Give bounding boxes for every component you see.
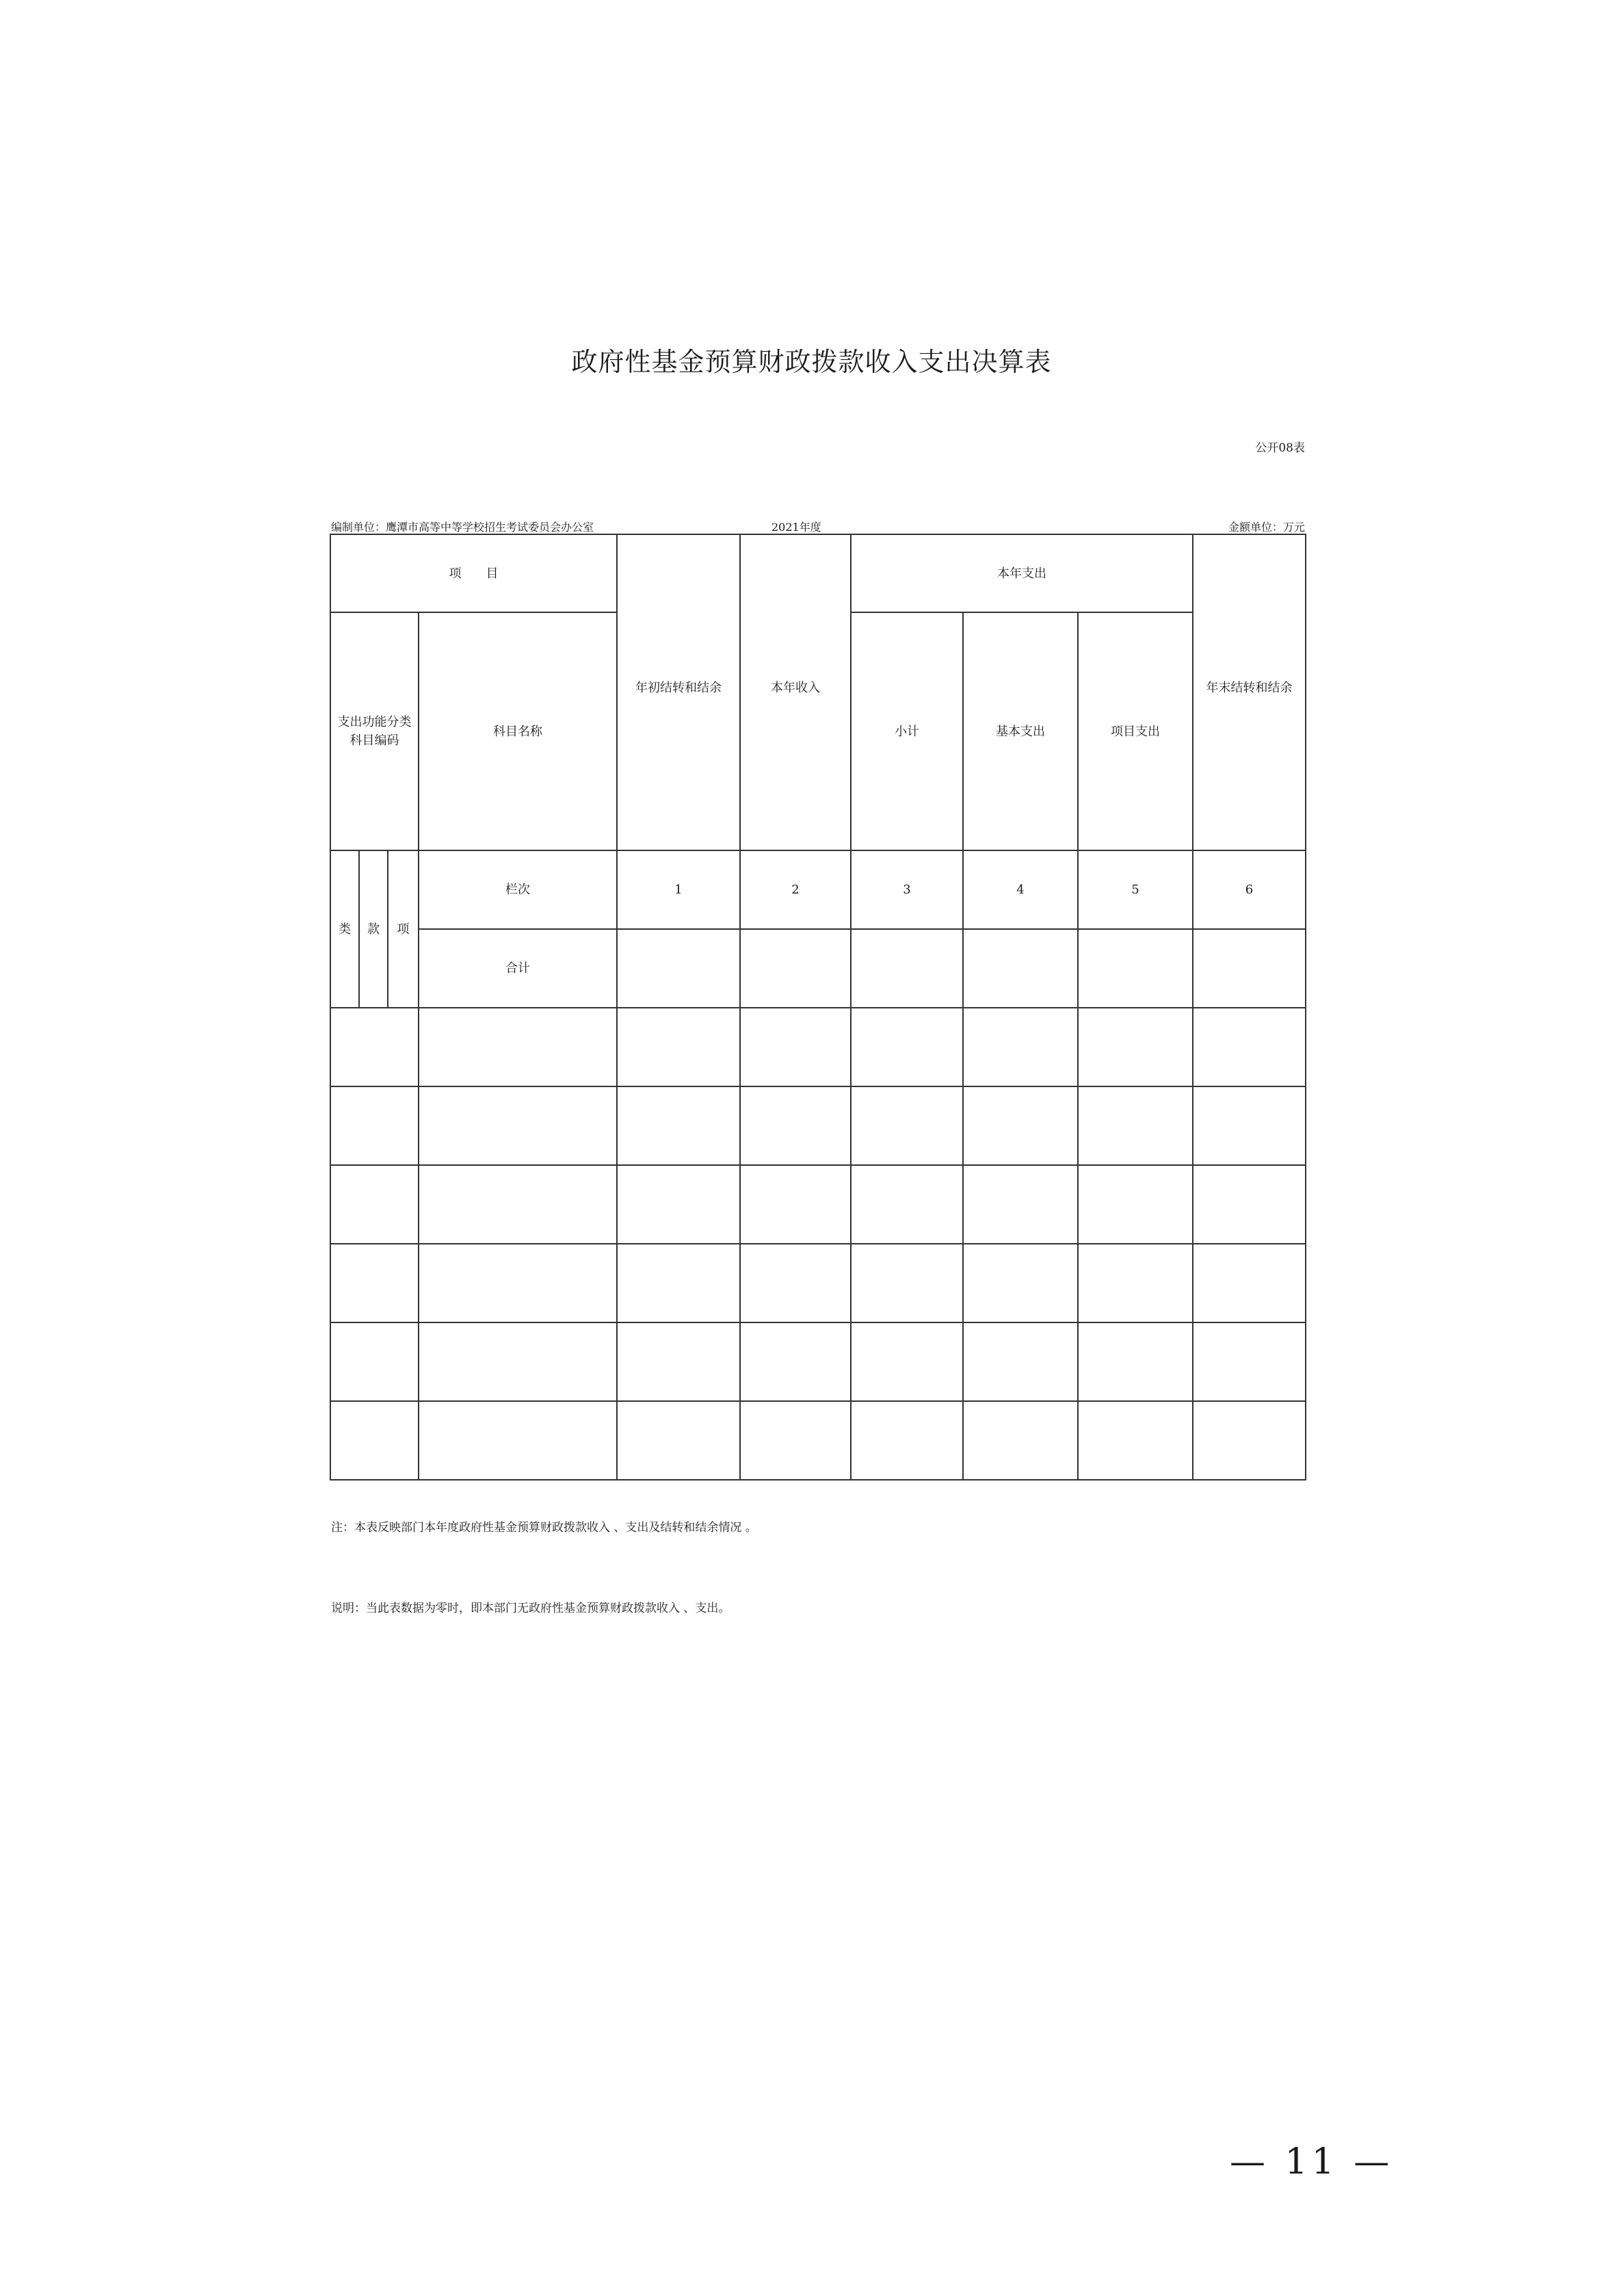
table-row	[330, 1244, 1306, 1322]
table-cell	[330, 1086, 419, 1165]
table-cell	[740, 1244, 851, 1322]
table-cell	[617, 1165, 740, 1244]
table-cell	[851, 1322, 963, 1401]
header-classification-code	[330, 612, 419, 850]
table-cell	[617, 1086, 740, 1165]
table-cell	[1193, 1322, 1306, 1401]
header-current-expense: 本年支出	[851, 534, 1193, 612]
table-cell	[740, 1322, 851, 1401]
table-cell	[419, 1244, 617, 1322]
table-cell	[851, 1165, 963, 1244]
header-row-1	[330, 534, 1306, 612]
table-cell	[617, 1401, 740, 1480]
table-cell	[330, 1008, 419, 1086]
table-cell	[1193, 1165, 1306, 1244]
compiling-unit: 编制单位：鹰潭市高等中等学校招生考试委员会办公室	[331, 521, 594, 534]
table-cell	[419, 1165, 617, 1244]
header-current-income-label: 本年收入	[771, 681, 820, 695]
table-cell	[851, 1244, 963, 1322]
table-cell	[740, 1086, 851, 1165]
table-cell	[963, 1244, 1078, 1322]
header-subject-name: 科目名称	[419, 612, 617, 850]
table-row	[330, 1322, 1306, 1401]
table-cell	[1193, 1244, 1306, 1322]
header-closing-balance-label: 年末结转和结余	[1206, 681, 1293, 695]
table-cell	[1078, 1401, 1193, 1480]
table-cell	[330, 1322, 419, 1401]
table-cell	[1078, 1244, 1193, 1322]
table-cell	[419, 1401, 617, 1480]
table-cell	[851, 1008, 963, 1086]
header-project-expense: 项目支出	[1078, 612, 1193, 850]
table-cell	[419, 1008, 617, 1086]
header-opening-balance	[617, 534, 740, 850]
table-cell	[963, 929, 1078, 1008]
table-cell	[740, 929, 851, 1008]
header-basic-expense: 基本支出	[963, 612, 1078, 850]
table-cell	[1078, 1322, 1193, 1401]
amount-unit: 金额单位：万元	[1228, 521, 1305, 534]
header-lei: 类	[330, 850, 359, 1008]
table-cell	[419, 1322, 617, 1401]
table-cell	[851, 929, 963, 1008]
header-kuan: 款	[359, 850, 388, 1008]
table-cell	[740, 1165, 851, 1244]
table-cell	[963, 1401, 1078, 1480]
table-cell	[617, 929, 740, 1008]
column-number: 2	[740, 850, 851, 929]
fiscal-year: 2021年度	[771, 521, 821, 534]
header-subtotal: 小计	[851, 612, 963, 850]
table-cell	[419, 1086, 617, 1165]
table-cell	[963, 1086, 1078, 1165]
header-xiang: 项	[388, 850, 419, 1008]
table-cell	[740, 1401, 851, 1480]
table-cell	[963, 1322, 1078, 1401]
table-cell	[330, 1244, 419, 1322]
table-cell	[330, 1401, 419, 1480]
table-cell	[617, 1322, 740, 1401]
total-label: 合计	[419, 929, 617, 1008]
table-cell	[1193, 1086, 1306, 1165]
column-index-label: 栏次	[419, 850, 617, 929]
header-classification-code-label: 支出功能分类科目编码	[337, 715, 412, 748]
table-cell	[1193, 929, 1306, 1008]
column-number: 1	[617, 850, 740, 929]
table-cell	[1078, 1008, 1193, 1086]
page-title: 政府性基金预算财政拨款收入支出决算表	[571, 347, 1052, 377]
column-number: 4	[963, 850, 1078, 929]
table-row	[330, 1401, 1306, 1480]
column-number: 3	[851, 850, 963, 929]
budget-table	[330, 534, 1306, 1480]
table-cell	[1193, 1008, 1306, 1086]
table-note: 注：本表反映部门本年度政府性基金预算财政拨款收入 、支出及结转和结余情况 。	[331, 1521, 757, 1535]
table-cell	[617, 1008, 740, 1086]
table-cell	[330, 1165, 419, 1244]
column-number: 6	[1193, 850, 1306, 929]
table-cell	[740, 1008, 851, 1086]
column-number: 5	[1078, 850, 1193, 929]
column-index-row	[330, 850, 1306, 929]
table-cell	[851, 1401, 963, 1480]
header-item: 项 目	[330, 534, 617, 612]
table-cell	[1078, 929, 1193, 1008]
table-cell	[1078, 1086, 1193, 1165]
table-cell	[1193, 1401, 1306, 1480]
table-row	[330, 1086, 1306, 1165]
table-row	[330, 1165, 1306, 1244]
table-row	[330, 1008, 1306, 1086]
header-current-income	[740, 534, 851, 850]
table-cell	[963, 1008, 1078, 1086]
table-cell	[1078, 1165, 1193, 1244]
table-cell	[851, 1086, 963, 1165]
page-number: — 11 —	[1230, 2141, 1394, 2182]
total-row	[330, 929, 1306, 1008]
table-explanation: 说明：当此表数据为零时，即本部门无政府性基金预算财政拨款收入 、支出。	[331, 1602, 730, 1615]
table-cell	[963, 1165, 1078, 1244]
header-opening-balance-label: 年初结转和结余	[635, 681, 722, 695]
table-cell	[617, 1244, 740, 1322]
header-closing-balance	[1193, 534, 1306, 850]
form-code: 公开08表	[1255, 441, 1305, 455]
